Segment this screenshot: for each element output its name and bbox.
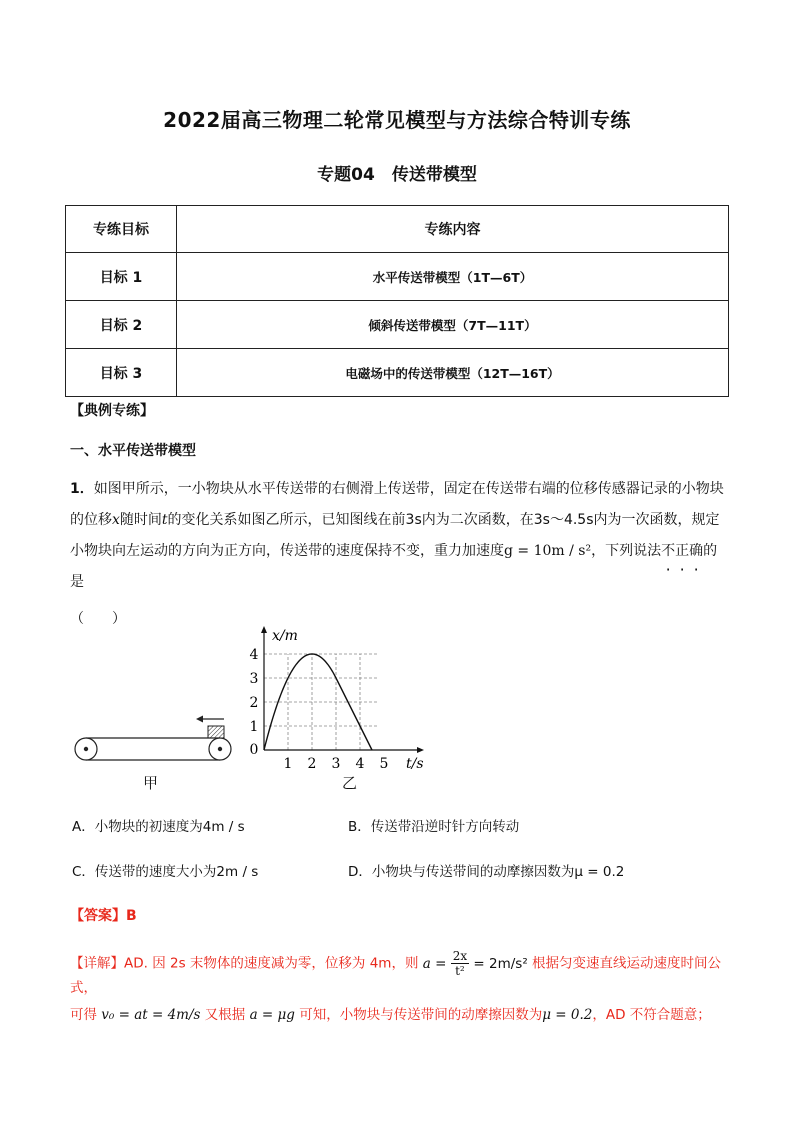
content-cell: 水平传送带模型（1T—6T）: [177, 253, 729, 301]
q-text: 的是: [70, 543, 718, 590]
a-mu-equation: a = μg: [249, 1007, 295, 1023]
figure-label-right: 乙: [342, 774, 358, 792]
expl-text: 根据匀变速直线运动速度时间公式，: [70, 955, 722, 996]
emphasis-char: 确: [689, 543, 704, 559]
belt-block: [208, 726, 224, 738]
y-tick-label: 4: [249, 647, 259, 663]
table-header-goal: 专练目标: [66, 206, 177, 253]
frac-den: t²: [455, 964, 465, 978]
figure-label-left: 甲: [143, 774, 159, 792]
goal-cell: 目标 3: [66, 349, 177, 397]
question-bracket: （ ）: [70, 611, 126, 627]
expl-text: 可得: [70, 1007, 97, 1023]
y-axis-arrow: [261, 626, 267, 633]
emphasis-char: 不: [661, 543, 676, 559]
question-line-1: [70, 474, 730, 505]
question-number: 1．: [70, 481, 94, 497]
y-axis-label: x/m: [272, 628, 298, 644]
explanation-line-2: [70, 1000, 730, 1031]
goal-cell: 目标 1: [66, 253, 177, 301]
frac-num: 2x: [452, 949, 468, 963]
y-tick-label: 3: [249, 671, 259, 687]
explanation-line-1: [70, 949, 730, 998]
origin-label: 0: [249, 742, 259, 758]
v0-equation: v₀ = at = 4m/s: [101, 1007, 201, 1023]
page-subtitle: 专题04 传送带模型: [317, 165, 477, 185]
part1-heading: 一、水平传送带模型: [70, 443, 196, 459]
expl-text: 又根据: [204, 1007, 246, 1023]
option-a[interactable]: A．小物块的初速度为4m / s: [72, 819, 245, 835]
x-tick-label: 3: [331, 756, 341, 772]
x-tick-label: 4: [355, 756, 365, 772]
fraction: [451, 949, 469, 978]
content-cell: 倾斜传送带模型（7T—11T）: [177, 301, 729, 349]
emphasis-char: 正: [675, 543, 690, 559]
table-row: [66, 349, 729, 397]
goal-cell: 目标 2: [66, 301, 177, 349]
question-1-text: [70, 474, 730, 635]
table-header-content: 专练内容: [177, 206, 729, 253]
question-line-3: [70, 536, 730, 598]
page-title: 2022届高三物理二轮常见模型与方法综合特训专练: [163, 108, 631, 132]
x-tick-label: 5: [379, 756, 389, 772]
question-line-2: [70, 505, 730, 536]
a-rhs: = 2m/s²: [473, 955, 528, 972]
table-header-row: [66, 206, 729, 253]
g-equation: g = 10m / s²: [504, 543, 592, 559]
option-c[interactable]: C．传送带的速度大小为2m / s: [72, 864, 259, 880]
q-text: 的位移: [70, 512, 112, 528]
mu-equation: μ = 0.2: [542, 1007, 593, 1023]
answer-label: 【答案】B: [70, 908, 137, 924]
var-t: t: [161, 512, 168, 528]
x-tick-label: 2: [307, 756, 317, 772]
y-tick-label: 1: [249, 719, 259, 735]
expl-text: ，AD 不符合题意；: [592, 1007, 711, 1023]
figure-xt-graph: [248, 622, 428, 772]
option-b[interactable]: B．传送带沿逆时针方向转动: [348, 819, 520, 835]
q-text: 小物块向左运动的方向为正方向，传送带的速度保持不变，重力加速度: [70, 543, 504, 559]
expl-text: 可知，小物块与传送带间的动摩擦因数为: [299, 1007, 543, 1023]
q-text: ，下列说法: [591, 543, 662, 559]
a-formula: [422, 949, 528, 978]
content-cell: 电磁场中的传送带模型（12T—16T）: [177, 349, 729, 397]
x-axis-label: t/s: [406, 756, 424, 772]
y-tick-label: 2: [249, 695, 259, 711]
x-tick-label: 1: [283, 756, 293, 772]
table-row: [66, 253, 729, 301]
q-text: 随时间: [119, 512, 162, 528]
question-line-1-text: 如图甲所示，一小物块从水平传送带的右侧滑上传送带，固定在传送带右端的位移传感器记录的小物块: [93, 481, 724, 497]
x-axis-arrow: [417, 747, 424, 753]
table-row: [66, 301, 729, 349]
option-d[interactable]: D．小物块与传送带间的动摩擦因数为μ = 0.2: [348, 864, 625, 880]
q-text: 的变化关系如图乙所示，已知图线在前3s内为二次函数，在3s～4.5s内为一次函数，规定: [167, 512, 720, 528]
expl-text: 【详解】AD. 因 2s 末物体的速度减为零，位移为 4m，则: [70, 955, 419, 972]
var-x: x: [112, 512, 120, 528]
goals-table: [65, 205, 729, 397]
a-lhs: a =: [422, 955, 447, 972]
examples-heading: 【典例专练】: [70, 403, 154, 419]
